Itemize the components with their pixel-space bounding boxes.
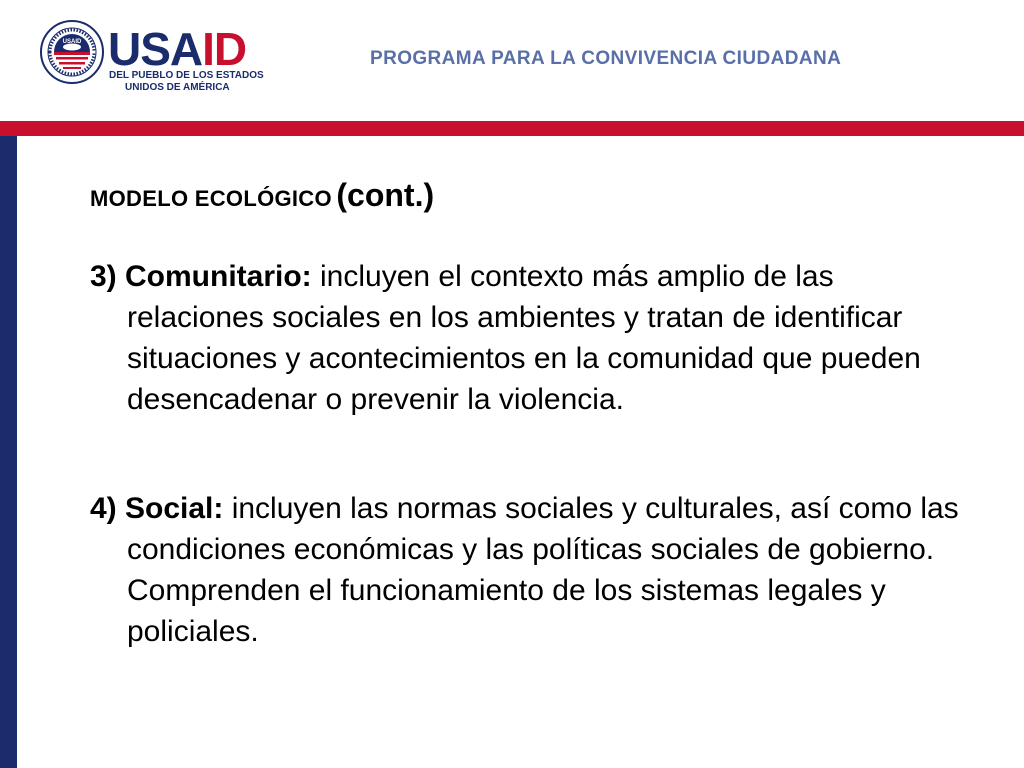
slide-title [90,178,434,213]
seal-text: USAID [62,39,82,45]
paragraph-label: 4) Social: [90,492,224,525]
paragraph-comunitario [90,256,970,420]
header-red-band [0,121,1024,136]
slide-title-main: MODELO ECOLÓGICO [90,186,332,211]
wordmark-usa: USA [108,23,203,75]
program-title: PROGRAMA PARA LA CONVIVENCIA CIUDADANA [370,48,842,69]
paragraph-text: incluyen las normas sociales y culturales, así como las condiciones económicas y las políticas sociales de gobierno. Comprenden el funcionamiento de los sistemas legales y policiales. [127,492,959,648]
usaid-seal-logo [40,20,104,84]
wordmark-id: ID [202,23,247,75]
paragraph-label: 3) Comunitario: [90,260,312,293]
usaid-wordmark [108,23,264,94]
paragraph-social [90,488,970,652]
paragraph-text: incluyen el contexto más amplio de las relaciones sociales en los ambientes y tratan de identificar situaciones y acontecimientos en la comunidad que pueden desencadenar o prevenir la violencia. [127,260,921,416]
wordmark-subtitle-line1: DEL PUEBLO DE LOS ESTADOS [109,70,264,81]
left-blue-bar [0,136,17,768]
slide-title-cont: (cont.) [336,177,435,213]
wordmark-subtitle-line2: UNIDOS DE AMÉRICA [125,82,230,93]
wordmark-text [108,23,247,75]
